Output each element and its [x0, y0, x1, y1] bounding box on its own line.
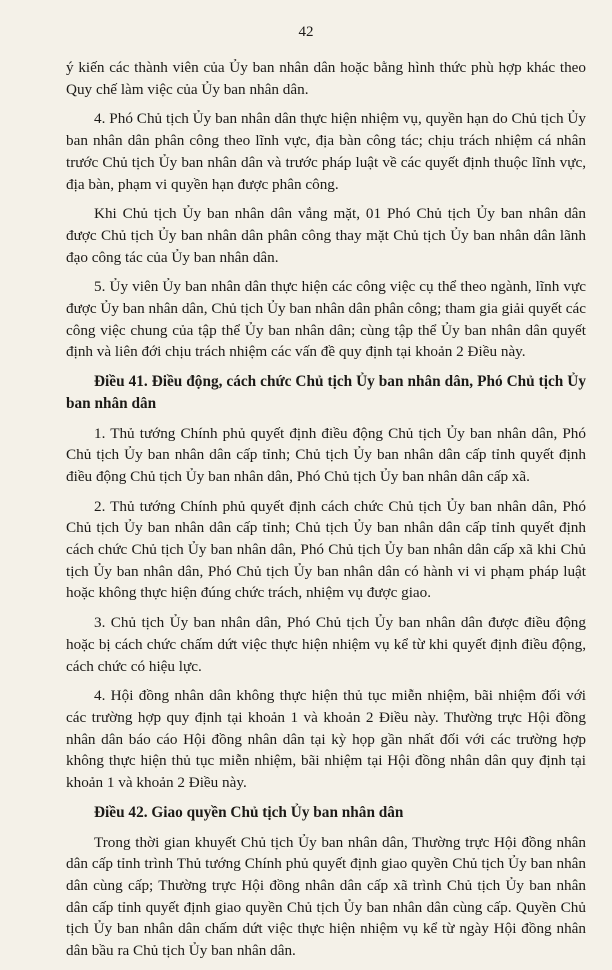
page-number: 42: [298, 24, 314, 40]
article-41-clause-1: 1. Thủ tướng Chính phủ quyết định điều động Chủ tịch Ủy ban nhân dân, Phó Chủ tịch Ủy ban nhân dân cấp tỉnh; Chủ tịch Ủy ban nhân dân cấp tỉnh quyết định điều động Chủ tịch Ủy ban nhân dân, Phó Chủ tịch Ủy ban nhân dân cấp xã.: [66, 424, 586, 485]
paragraph-absence-rule: Khi Chủ tịch Ủy ban nhân dân vắng mặt, 01 Phó Chủ tịch Ủy ban nhân dân được Chủ tịch Ủy ban nhân dân phân công thay mặt Chủ tịch Ủy ban nhân dân lãnh đạo công tác của Ủy ban nhân dân.: [66, 205, 586, 266]
paragraph-clause-4: 4. Phó Chủ tịch Ủy ban nhân dân thực hiện nhiệm vụ, quyền hạn do Chủ tịch Ủy ban nhân dân phân công theo lĩnh vực, địa bàn công tác; chịu trách nhiệm cá nhân trước Chủ tịch Ủy ban nhân dân và trước pháp luật về các quyết định thuộc lĩnh vực, địa bàn, phạm vi quyền hạn được phân công.: [66, 110, 586, 193]
article-41-clause-4: 4. Hội đồng nhân dân không thực hiện thủ tục miễn nhiệm, bãi nhiệm đối với các trường hợp quy định tại khoản 1 và khoản 2 Điều này. Thường trực Hội đồng nhân dân báo cáo Hội đồng nhân dân tại kỳ họp gần nhất đối với các trường hợp không thực hiện thủ tục miễn nhiệm, bãi nhiệm tại Hội đồng nhân dân quy định tại khoản 1 và khoản 2 Điều này.: [66, 687, 586, 792]
paragraph-clause-5: 5. Ủy viên Ủy ban nhân dân thực hiện các công việc cụ thể theo ngành, lĩnh vực được Ủy ban nhân dân, Chủ tịch Ủy ban nhân dân phân công; tham gia giải quyết các công việc chung của tập thể Ủy ban nhân dân; cùng tập thể Ủy ban nhân dân quyết định và liên đới chịu trách nhiệm các vấn đề quy định tại khoản 2 Điều này.: [66, 278, 586, 361]
paragraph-continuation: ý kiến các thành viên của Ủy ban nhân dân hoặc bằng hình thức phù hợp khác theo Quy chế làm việc của Ủy ban nhân dân.: [66, 59, 586, 98]
article-42-heading: Điều 42. Giao quyền Chủ tịch Ủy ban nhân dân: [94, 803, 404, 821]
document-content: [66, 57, 586, 970]
article-42-paragraph: Trong thời gian khuyết Chủ tịch Ủy ban nhân dân, Thường trực Hội đồng nhân dân cấp tỉnh trình Thủ tướng Chính phủ quyết định giao quyền Chủ tịch Ủy ban nhân dân cùng cấp; Thường trực Hội đồng nhân dân cấp xã trình Chủ tịch Ủy ban nhân dân cấp tỉnh quyết định giao quyền Chủ tịch Ủy ban nhân dân cùng cấp. Quyền Chủ tịch Ủy ban nhân dân chấm dứt việc thực hiện nhiệm vụ kể từ ngày Hội đồng nhân dân bầu ra Chủ tịch Ủy ban nhân dân.: [66, 833, 586, 960]
article-41-clause-3: 3. Chủ tịch Ủy ban nhân dân, Phó Chủ tịch Ủy ban nhân dân được điều động hoặc bị cách chức chấm dứt việc thực hiện nhiệm vụ kể từ khi quyết định điều động, cách chức có hiệu lực.: [66, 614, 586, 675]
article-41-clause-2: 2. Thủ tướng Chính phủ quyết định cách chức Chủ tịch Ủy ban nhân dân, Phó Chủ tịch Ủy ban nhân dân cấp tỉnh; Chủ tịch Ủy ban nhân dân cấp tỉnh quyết định cách chức Chủ tịch Ủy ban nhân dân, Phó Chủ tịch Ủy ban nhân dân cấp xã khi Chủ tịch Ủy ban nhân dân, Phó Chủ tịch Ủy ban nhân dân có hành vi vi phạm pháp luật hoặc không thực hiện đúng chức trách, nhiệm vụ được giao.: [66, 497, 586, 602]
article-41-heading: Điều 41. Điều động, cách chức Chủ tịch Ủy ban nhân dân, Phó Chủ tịch Ủy ban nhân dân: [66, 373, 586, 412]
